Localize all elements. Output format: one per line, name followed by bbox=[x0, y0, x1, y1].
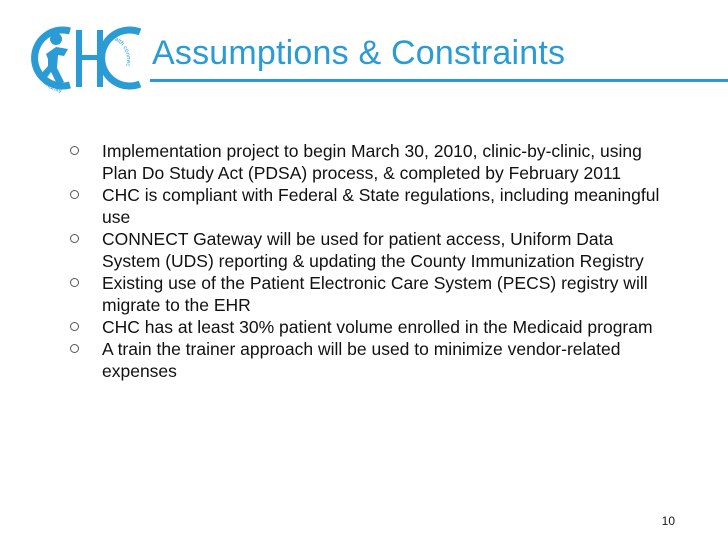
bullet-item bbox=[75, 316, 675, 338]
bullet-icon bbox=[70, 322, 79, 331]
title-underline bbox=[150, 79, 728, 82]
bullet-icon bbox=[70, 190, 79, 199]
bullet-list bbox=[75, 140, 675, 382]
bullet-text: Implementation project to begin March 30, 2010, clinic-by-clinic, using Plan Do Study Act (PDSA) process, & completed by February 2011 bbox=[102, 141, 642, 183]
chc-logo bbox=[24, 14, 144, 100]
logo-arc-text-right: health connec bbox=[107, 34, 131, 67]
chc-logo-graphic bbox=[24, 14, 144, 100]
bullet-item bbox=[75, 228, 675, 272]
bullet-item bbox=[75, 184, 675, 228]
bullet-text: CONNECT Gateway will be used for patient access, Uniform Data System (UDS) reporting & updating the County Immunization Registry bbox=[102, 229, 644, 271]
bullet-text: A train the trainer approach will be used to minimize vendor-related expenses bbox=[102, 339, 621, 381]
bullet-icon bbox=[70, 234, 79, 243]
bullet-item bbox=[75, 272, 675, 316]
bullet-item bbox=[75, 140, 675, 184]
bullet-text: CHC has at least 30% patient volume enrolled in the Medicaid program bbox=[102, 317, 653, 337]
slide-title: Assumptions & Constraints bbox=[152, 34, 566, 72]
bullet-icon bbox=[70, 278, 79, 287]
bullet-text: Existing use of the Patient Electronic Care System (PECS) registry will migrate to the EHR bbox=[102, 273, 648, 315]
bullet-icon bbox=[70, 344, 79, 353]
bullet-icon bbox=[70, 146, 79, 155]
page-number: 10 bbox=[661, 514, 675, 528]
bullet-item bbox=[75, 338, 675, 382]
bullet-text: CHC is compliant with Federal & State regulations, including meaningful use bbox=[102, 185, 660, 227]
logo-arc-text-left: community bbox=[36, 72, 63, 95]
